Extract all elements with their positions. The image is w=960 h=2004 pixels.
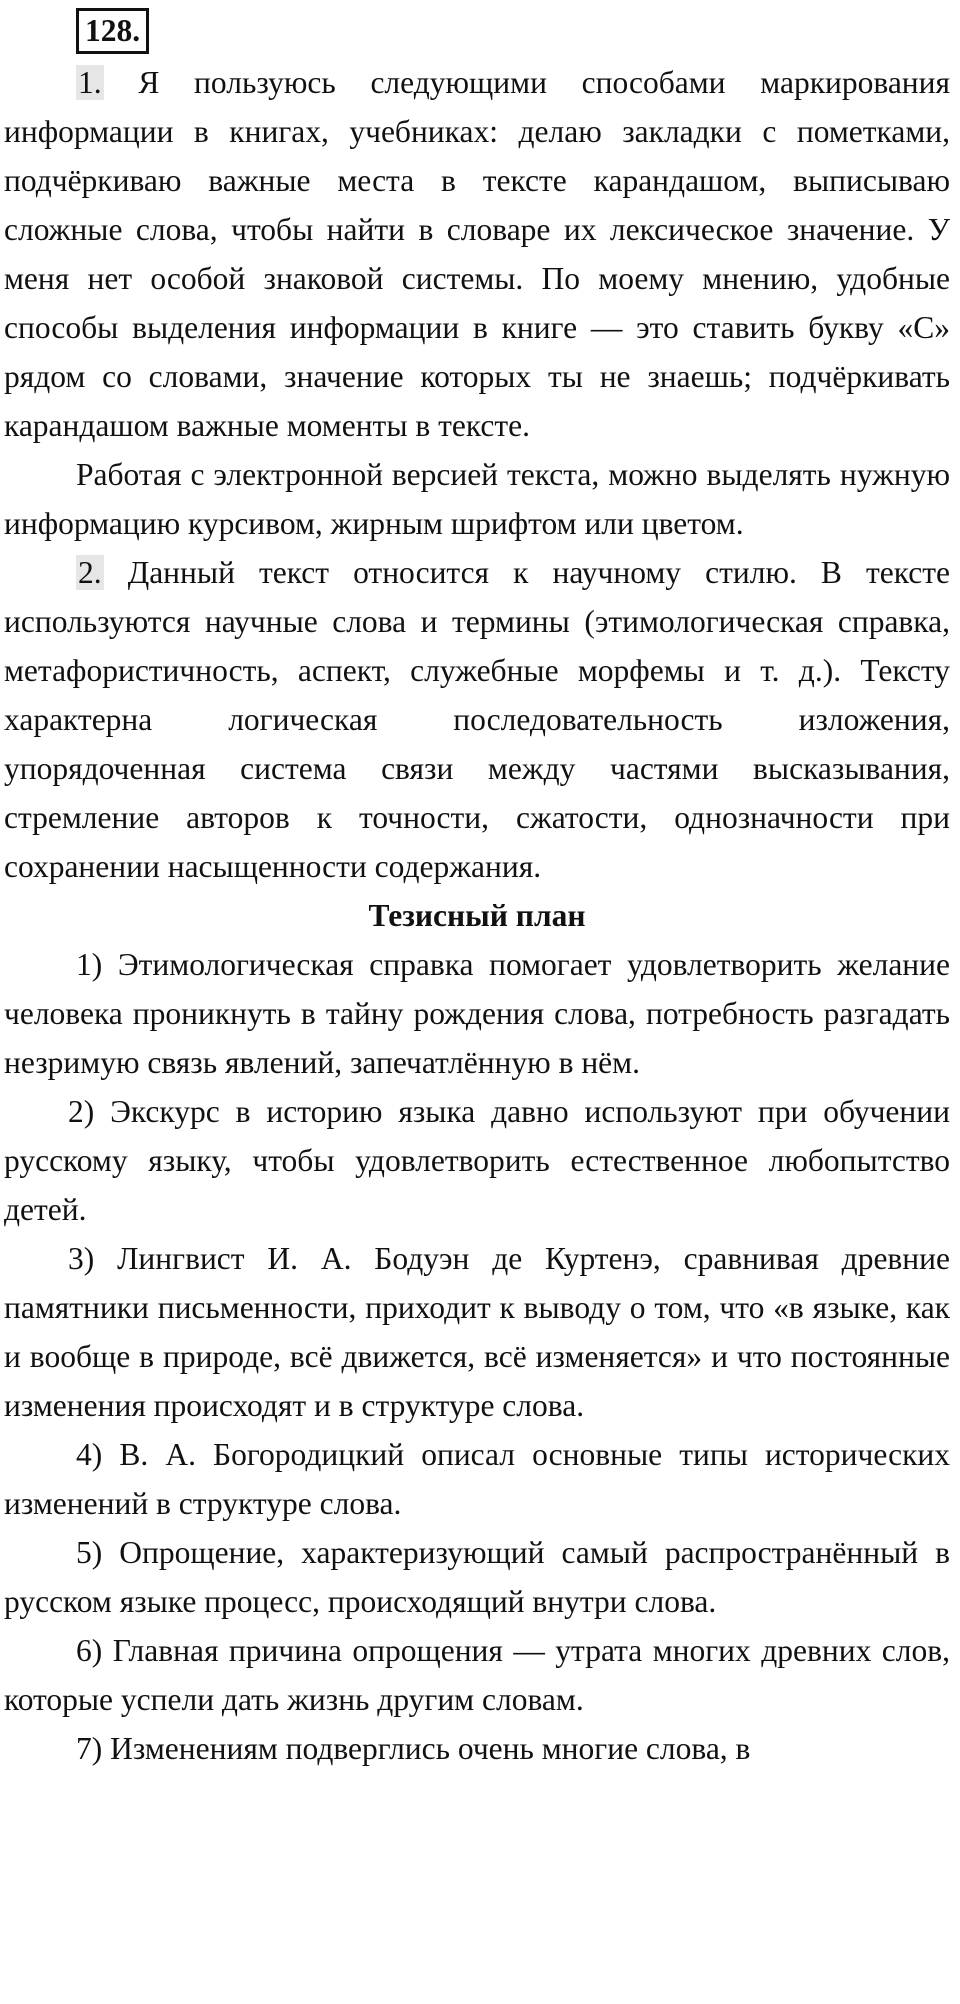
plan-item-2: 2) Экскурс в историю языка давно используют при обучении русскому языку, чтобы удовлетворить естественное любопытство детей.: [4, 1094, 950, 1227]
task-number: 128.: [76, 8, 149, 54]
item-marker-2: 2.: [78, 555, 102, 590]
paragraph-3: [4, 548, 950, 891]
item-marker-1: 1.: [78, 65, 102, 100]
paragraph-1-text: Я пользуюсь следующими способами маркирования информации в книгах, учебниках: делаю закладки с пометками, подчёркиваю важные места в тексте карандашом, выписываю сложные слова, чтобы найти в словаре их лексическое значение. У меня нет особой знаковой системы. По моему мнению, удобные способы выделения информации в книге — это ставить букву «С» рядом со словами, значение которых ты не знаешь; подчёркивать карандашом важные моменты в тексте.: [4, 65, 951, 443]
plan-item-5: 5) Опрощение, характеризующий самый распространённый в русском языке процесс, происходящий внутри слова.: [4, 1535, 950, 1619]
plan-heading: Тезисный план: [368, 898, 586, 933]
paragraph-2: [4, 450, 950, 548]
plan-item-7: 7) Изменениям подверглись очень многие слова, в: [76, 1731, 751, 1766]
plan-item-1: 1) Этимологическая справка помогает удовлетворить желание человека проникнуть в тайну рождения слова, потребность разгадать незримую связь явлений, запечатлённую в нём.: [4, 947, 950, 1080]
plan-item-6: 6) Главная причина опрощения — утрата многих древних слов, которые успели дать жизнь другим словам.: [4, 1633, 950, 1717]
paragraph-3-text: Данный текст относится к научному стилю. В тексте используются научные слова и термины (этимологическая справка, метафористичность, аспект, служебные морфемы и т. д.). Тексту характерна логическая последовательность изложения, упорядоченная система связи между частями высказывания, стремление авторов к точности, сжатости, однозначности при сохранении насыщенности содержания.: [4, 555, 951, 884]
paragraph-2-text: Работая с электронной версией текста, можно выделять нужную информацию курсивом, жирным шрифтом или цветом.: [4, 457, 950, 541]
plan-item-3: 3) Лингвист И. А. Бодуэн де Куртенэ, сравнивая древние памятники письменности, приходит к выводу о том, что «в языке, как и вообще в природе, всё движется, всё изменяется» и что постоянные изменения происходят и в структуре слова.: [4, 1241, 950, 1423]
plan-item-4: 4) В. А. Богородицкий описал основные типы исторических изменений в структуре слова.: [4, 1437, 950, 1521]
paragraph-1: [4, 58, 950, 450]
